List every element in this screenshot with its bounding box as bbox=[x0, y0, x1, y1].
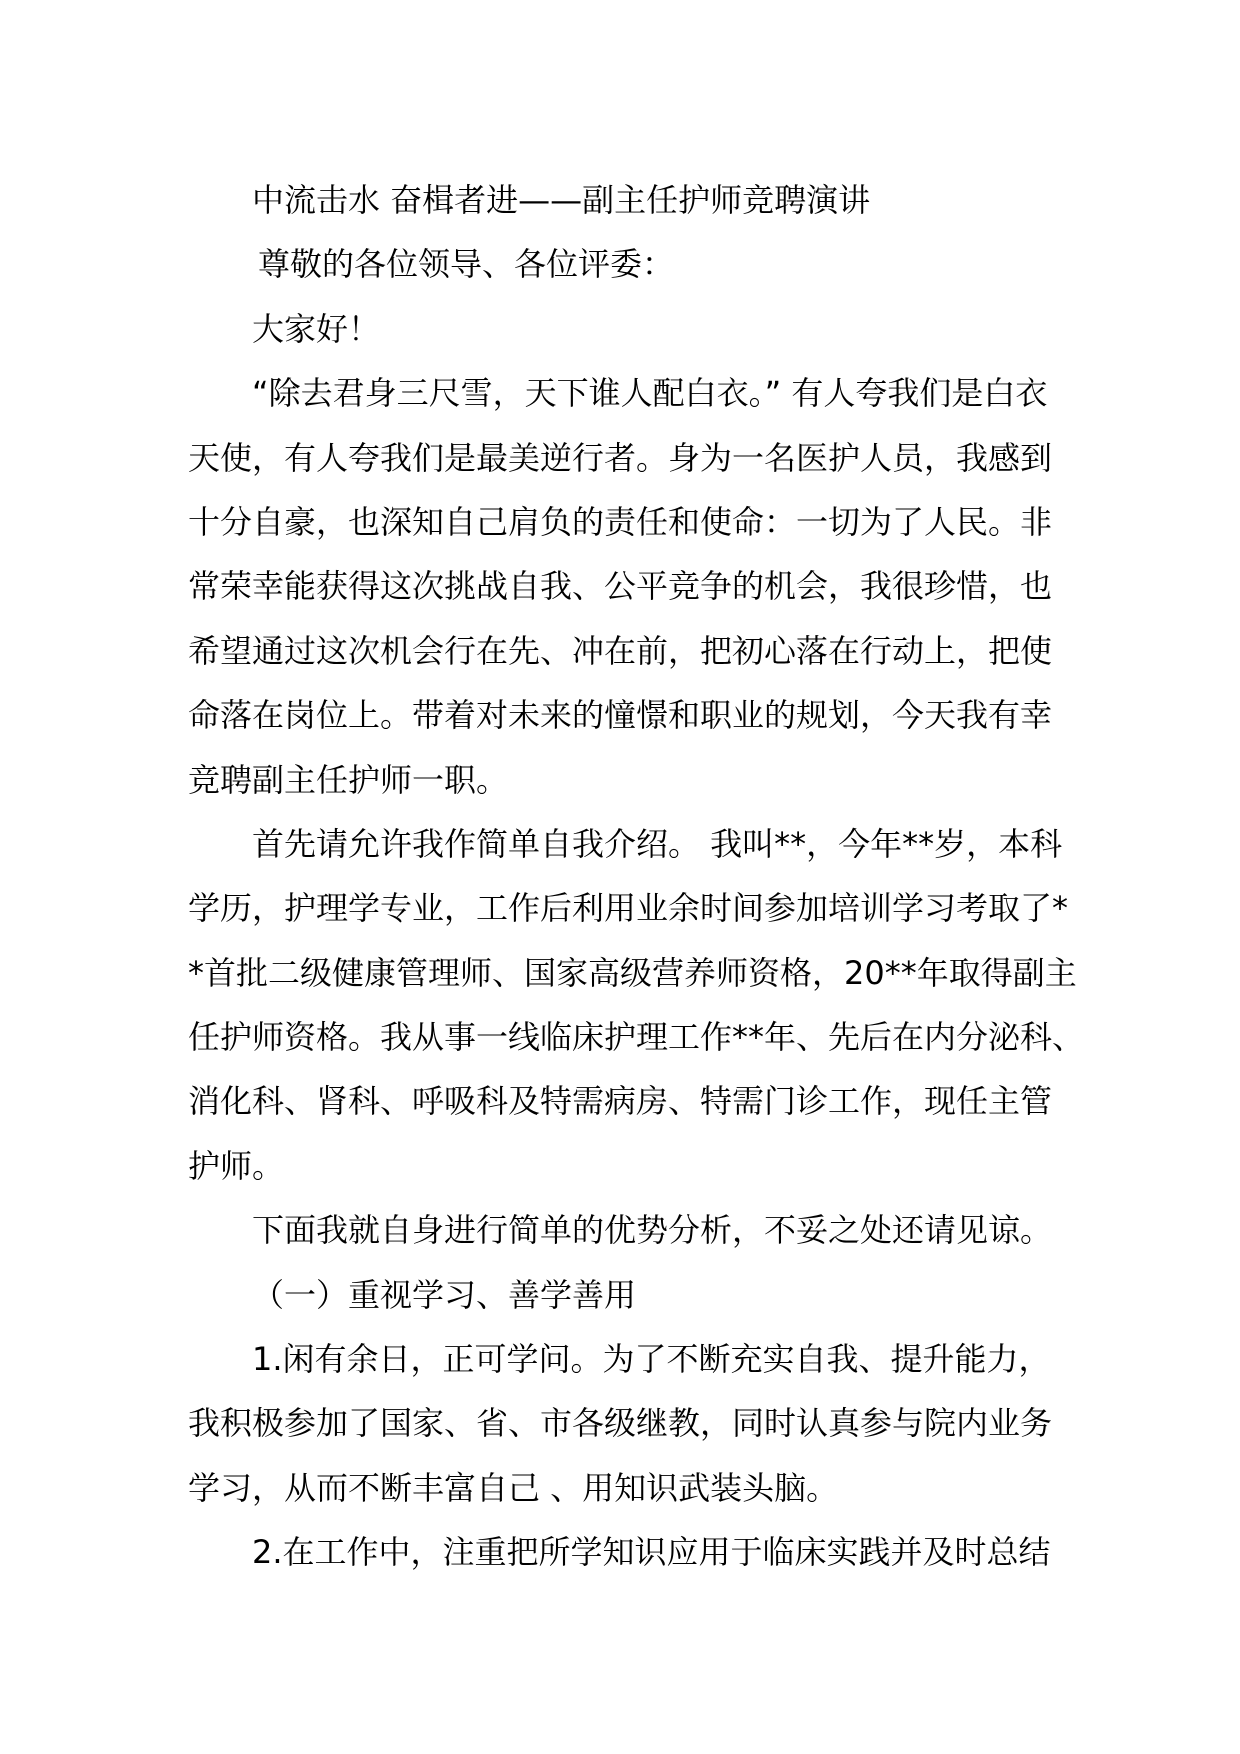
section-heading bbox=[188, 1263, 1068, 1327]
paragraph-line: 1.闲有余日，正可学问。为了不断充实自我、提升能力， bbox=[252, 1340, 1051, 1379]
paragraph-point-2 bbox=[188, 1520, 1068, 1584]
greeting: 大家好！ bbox=[252, 309, 381, 348]
paragraph-line: 我积极参加了国家、省、市各级继教，同时认真参与院内业务 bbox=[188, 1404, 1053, 1443]
paragraph-line: 学历，护理学专业，工作后利用业余时间参加培训学习考取了* bbox=[188, 889, 1069, 928]
paragraph-line: 竞聘副主任护师一职。 bbox=[188, 760, 509, 799]
paragraph-line: 消化科、肾科、呼吸科及特需病房、特需门诊工作，现任主管 bbox=[188, 1082, 1053, 1121]
paragraph-advantage-intro bbox=[188, 1198, 1068, 1262]
paragraph-line: 天使，有人夸我们是最美逆行者。身为一名医护人员，我感到 bbox=[188, 438, 1053, 477]
paragraph-line: 常荣幸能获得这次挑战自我、公平竞争的机会，我很珍惜，也 bbox=[188, 567, 1053, 606]
paragraph-line: 首先请允许我作简单自我介绍。 我叫**，今年**岁，本科 bbox=[252, 824, 1063, 863]
paragraph-line: 2.在工作中，注重把所学知识应用于临床实践并及时总结 bbox=[252, 1533, 1051, 1572]
paragraph-line: 下面我就自身进行简单的优势分析，不妥之处还请见谅。 bbox=[252, 1211, 1053, 1250]
paragraph-line: “除去君身三尺雪，天下谁人配白衣。” 有人夸我们是白衣 bbox=[252, 374, 1048, 413]
section-heading-text: （一）重视学习、善学善用 bbox=[252, 1275, 637, 1314]
paragraph-line: 十分自豪，也深知自己肩负的责任和使命：一切为了人民。非 bbox=[188, 502, 1053, 541]
paragraph-self-introduction bbox=[188, 812, 1085, 1198]
paragraph-intro bbox=[188, 361, 1068, 812]
document-title: 中流击水 奋楫者进——副主任护师竞聘演讲 bbox=[252, 181, 871, 219]
paragraph-line: 学习，从而不断丰富自己 、用知识武装头脑。 bbox=[188, 1468, 839, 1507]
document-body bbox=[188, 168, 1085, 1585]
paragraph-line: 命落在岗位上。带着对未来的憧憬和职业的规划，今天我有幸 bbox=[188, 696, 1053, 735]
paragraph-point-1 bbox=[188, 1327, 1068, 1520]
paragraph-line: 护师。 bbox=[188, 1146, 285, 1185]
paragraph-line: 任护师资格。我从事一线临床护理工作**年、先后在内分泌科、 bbox=[188, 1018, 1085, 1057]
paragraph-line: *首批二级健康管理师、国家高级营养师资格，20**年取得副主 bbox=[188, 953, 1077, 992]
paragraph-line: 希望通过这次机会行在先、冲在前，把初心落在行动上，把使 bbox=[188, 631, 1053, 670]
salutation: 尊敬的各位领导、各位评委： bbox=[258, 245, 675, 284]
